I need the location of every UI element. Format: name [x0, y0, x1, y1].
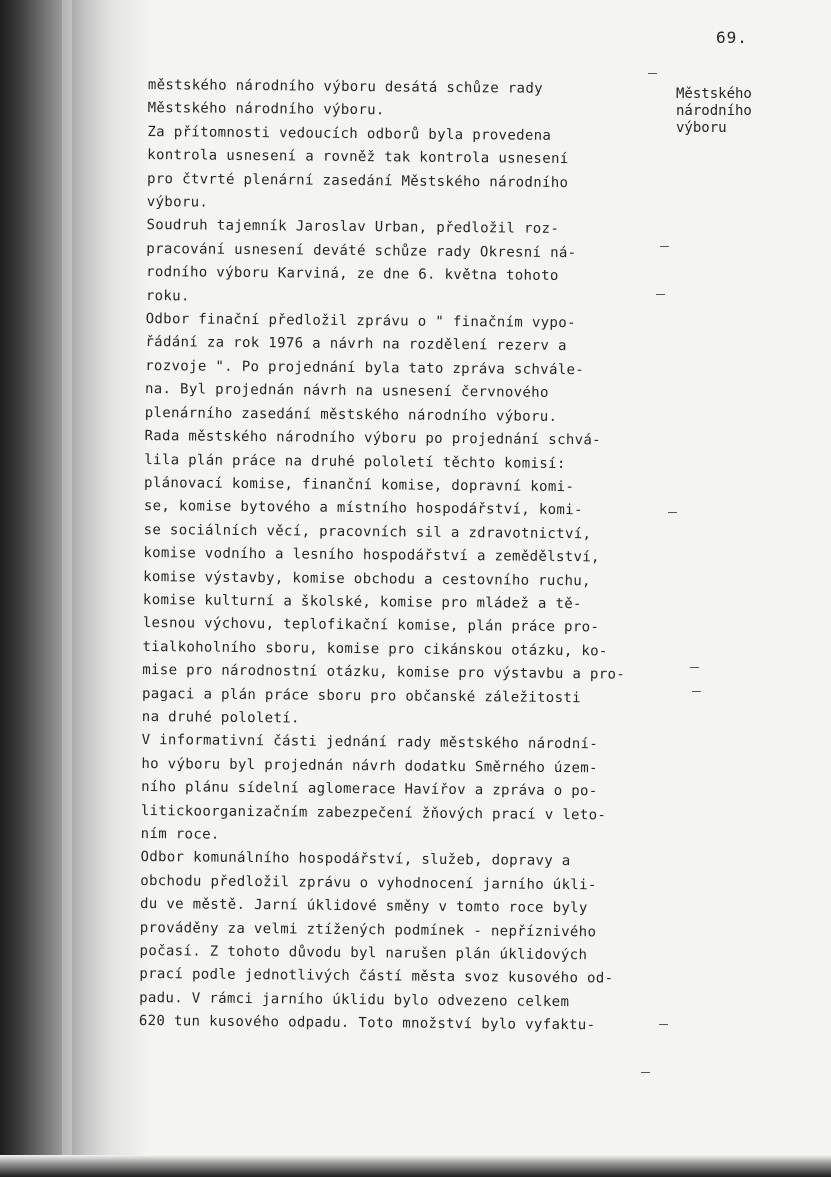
text-line: plánovací komise, finanční komise, dopravní komi- [143, 474, 575, 496]
text-line: ním roce. [140, 825, 220, 843]
binding-shadow [0, 0, 150, 1177]
text-line: tialkoholního sboru, komise pro cikánskou otázku, ko- [142, 638, 608, 660]
margin-tick [641, 1072, 650, 1073]
text-line: komise vodního a lesního hospodářství a zemědělství, [143, 545, 600, 566]
binding-stripe [62, 0, 72, 1177]
margin-tick [659, 1024, 668, 1025]
margin-tick [660, 246, 669, 247]
text-line: 620 tun kusového odpadu. Toto množství bylo vyfaktu- [138, 1013, 596, 1034]
margin-tick [668, 512, 677, 513]
text-line: řádání za rok 1976 a návrh na rozdělení rezerv a [145, 334, 567, 355]
text-line: Odbor komunálního hospodářství, služeb, dopravy a [140, 849, 571, 870]
margin-note-line: výboru [676, 120, 727, 136]
margin-tick [656, 294, 665, 295]
page-number: 69. [716, 28, 748, 47]
text-line: komise výstavby, komise obchodu a cestovního ruchu, [143, 568, 591, 589]
text-line: mise pro národnostní otázku, komise pro výstavbu a pro- [142, 662, 626, 683]
text-line: ho výboru byl projednán návrh dodatku Směrného územ- [141, 755, 598, 777]
text-line: počasí. Z tohoto důvodu byl narušen plán úklidových [139, 942, 588, 964]
margin-tick [692, 691, 701, 692]
text-line: roku. [145, 287, 190, 305]
text-line: pagaci a plán práce sboru pro občanské záležitosti [141, 685, 582, 706]
text-line: litickoorganizačním zabezpečení žňových prací v leto- [140, 802, 607, 824]
text-line: V informativní části jednání rady městského národní- [141, 732, 599, 753]
text-line: městského národního výboru desátá schůze rady [147, 76, 543, 97]
text-line: Odbor finační předložil zprávu o " finačním vypo- [145, 311, 576, 332]
text-line: prací podle jednotlivých částí města svoz kusového od- [139, 966, 614, 987]
text-line: rodního výboru Karviná, ze dne 6. května tohoto [146, 264, 559, 285]
text-line: na druhé pololetí. [141, 708, 300, 727]
text-line: komise kulturní a školské, komise pro mládež a tě- [142, 591, 582, 613]
margin-note-line: národního [676, 103, 752, 119]
text-line: Za přítomnosti vedoucích odborů byla provedena [147, 123, 552, 144]
text-line: se, komise bytového a místního hospodářství, komi- [143, 498, 583, 519]
body-text [139, 74, 673, 1039]
text-line: kontrola usnesení a rovněž tak kontrola usnesení [147, 147, 569, 168]
text-line: rozvoje ". Po projednání byla tato zpráva schvále- [145, 357, 585, 379]
margin-tick [648, 73, 657, 74]
text-line: Městského národního výboru. [147, 100, 385, 119]
text-line: Soudruh tajemník Jaroslav Urban, předložil roz- [146, 217, 560, 238]
margin-note-line: Městského [676, 86, 752, 102]
bottom-edge-shadow [0, 1155, 831, 1177]
text-line: výboru. [146, 194, 209, 211]
text-line: plenárního zasedání městského národního výboru. [144, 404, 558, 425]
text-line: Rada městského národního výboru po projednání schvá- [144, 428, 602, 449]
text-line: se sociálních věcí, pracovních sil a zdravotnictví, [143, 521, 592, 542]
text-line: pro čtvrté plenární zasedání Městského národního [146, 170, 569, 191]
text-line: prováděny za velmi ztížených podmínek - nepříznivého [139, 919, 597, 940]
margin-tick [690, 667, 699, 668]
text-line: pracování usnesení deváté schůze rady Okresní ná- [146, 240, 577, 261]
text-line: padu. V rámci jarního úklidu bylo odvezeno celkem [139, 989, 570, 1010]
text-line: obchodu předložil zprávu o vyhodnocení jarního úkli- [140, 872, 597, 894]
text-line: ního plánu sídelní aglomerace Havířov a zpráva o po- [141, 779, 598, 800]
text-line: lesnou výchovu, teplofikační komise, plán práce pro- [142, 615, 600, 636]
margin-note [676, 86, 786, 137]
text-line: lila plán práce na druhé pololetí těchto komisí: [144, 451, 566, 472]
text-line: du ve městě. Jarní úklidové směny v tomto roce byly [139, 896, 588, 917]
text-line: na. Byl projednán návrh na usnesení červnového [144, 381, 549, 402]
